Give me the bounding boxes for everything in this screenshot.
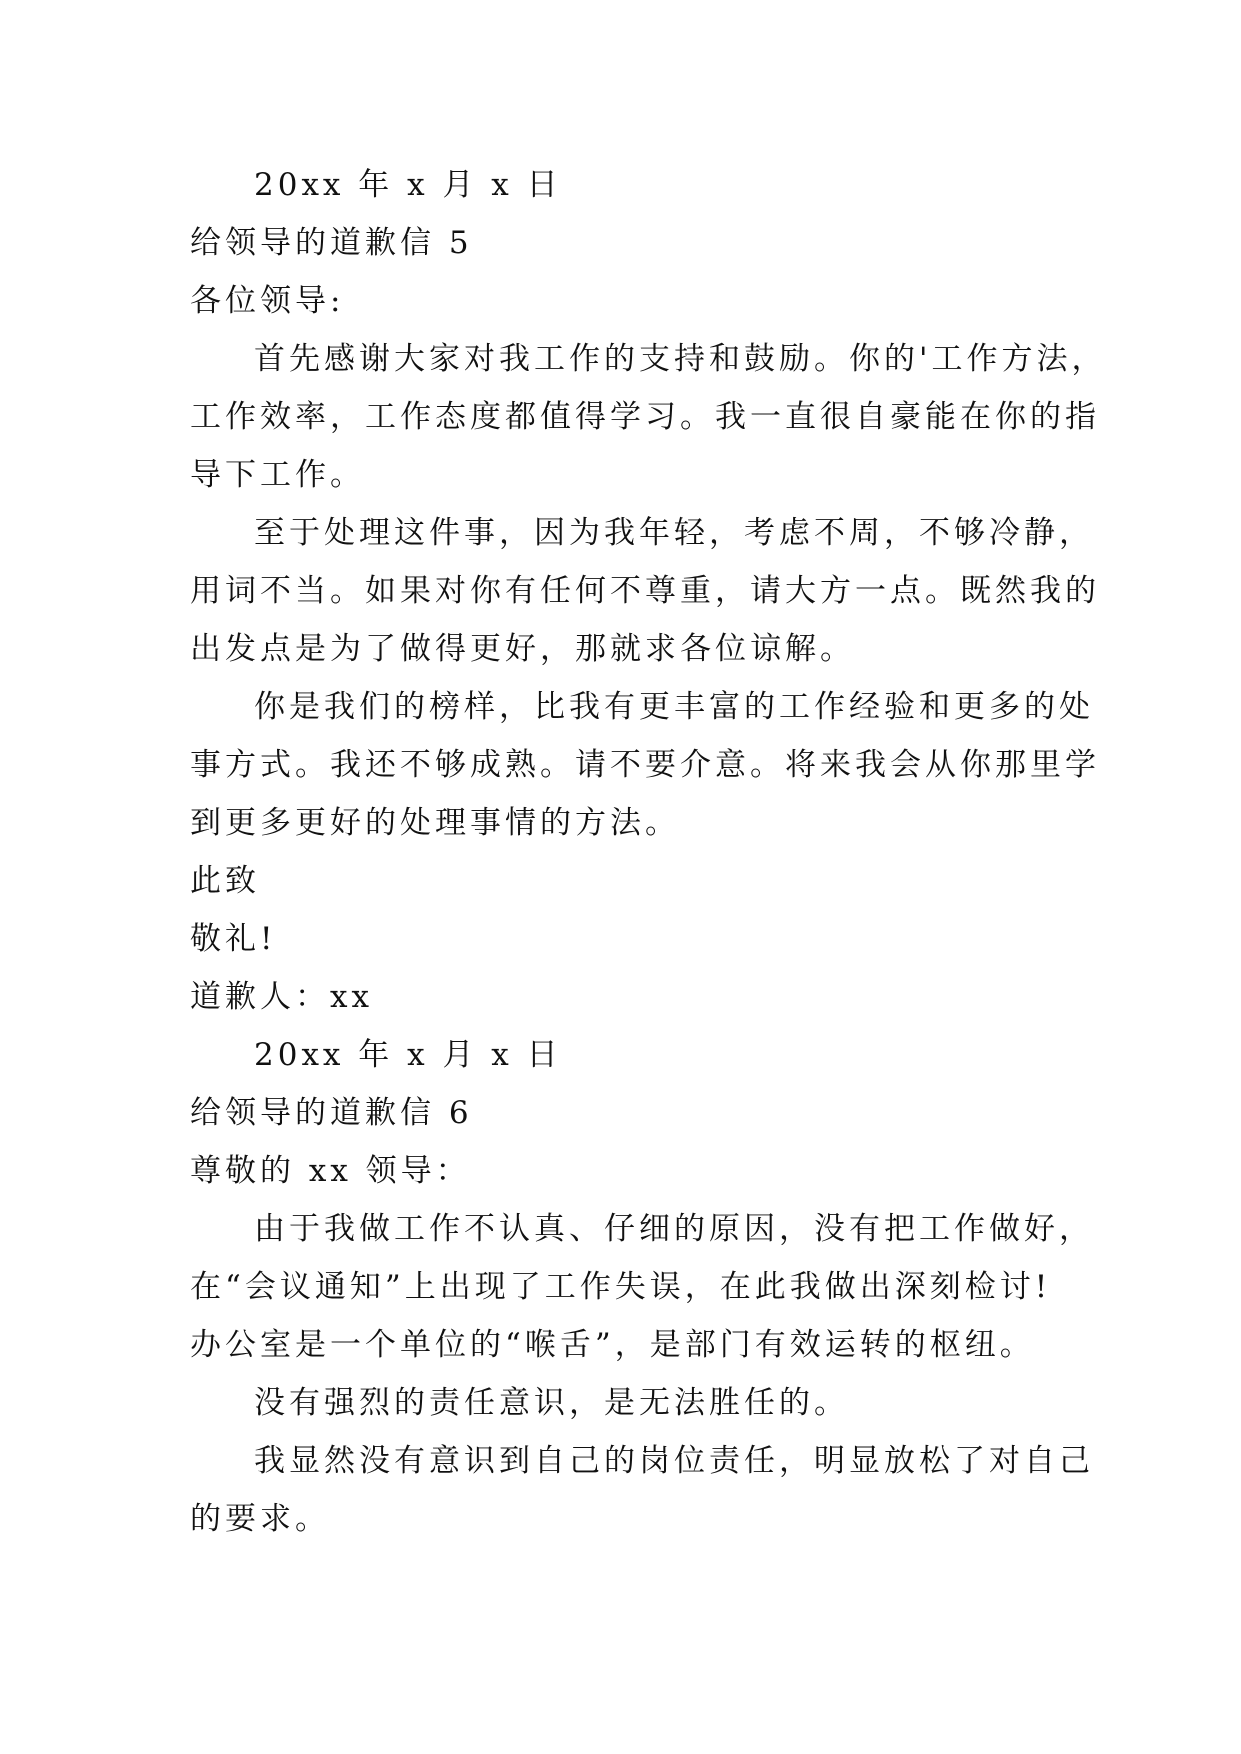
paragraph-line: 首先感谢大家对我工作的支持和鼓励。你的'工作方法， bbox=[254, 341, 1107, 377]
paragraph-line: 出发点是为了做得更好，那就求各位谅解。 bbox=[190, 631, 855, 667]
paragraph-line: 办公室是一个单位的“喉舌”，是部门有效运转的枢纽。 bbox=[190, 1327, 1035, 1363]
signature-line: 道歉人：xx bbox=[190, 979, 373, 1015]
paragraph-line: 在“会议通知”上出现了工作失误，在此我做出深刻检讨! bbox=[190, 1269, 1052, 1305]
paragraph-line: 用词不当。如果对你有任何不尊重，请大方一点。既然我的 bbox=[190, 573, 1100, 609]
paragraph-line: 我显然没有意识到自己的岗位责任，明显放松了对自己 bbox=[254, 1443, 1094, 1479]
paragraph-line: 工作效率，工作态度都值得学习。我一直很自豪能在你的指 bbox=[190, 399, 1100, 435]
closing-line: 敬礼! bbox=[190, 921, 277, 957]
paragraph-line: 导下工作。 bbox=[190, 457, 365, 493]
paragraph-line: 你是我们的榜样，比我有更丰富的工作经验和更多的处 bbox=[254, 689, 1094, 725]
letter-title: 给领导的道歉信 5 bbox=[190, 225, 473, 261]
paragraph-line: 由于我做工作不认真、仔细的原因，没有把工作做好， bbox=[254, 1211, 1094, 1247]
date-line: 20xx 年 x 月 x 日 bbox=[254, 167, 562, 203]
paragraph-line: 至于处理这件事，因为我年轻，考虑不周，不够冷静， bbox=[254, 515, 1094, 551]
salutation: 尊敬的 xx 领导： bbox=[190, 1153, 471, 1189]
letter-title: 给领导的道歉信 6 bbox=[190, 1095, 473, 1131]
paragraph-line: 的要求。 bbox=[190, 1501, 330, 1537]
paragraph-line: 事方式。我还不够成熟。请不要介意。将来我会从你那里学 bbox=[190, 747, 1100, 783]
paragraph-line: 到更多更好的处理事情的方法。 bbox=[190, 805, 680, 841]
closing-line: 此致 bbox=[190, 863, 260, 899]
paragraph-line: 没有强烈的责任意识，是无法胜任的。 bbox=[254, 1385, 849, 1421]
date-line: 20xx 年 x 月 x 日 bbox=[254, 1037, 562, 1073]
salutation: 各位领导: bbox=[190, 283, 345, 319]
